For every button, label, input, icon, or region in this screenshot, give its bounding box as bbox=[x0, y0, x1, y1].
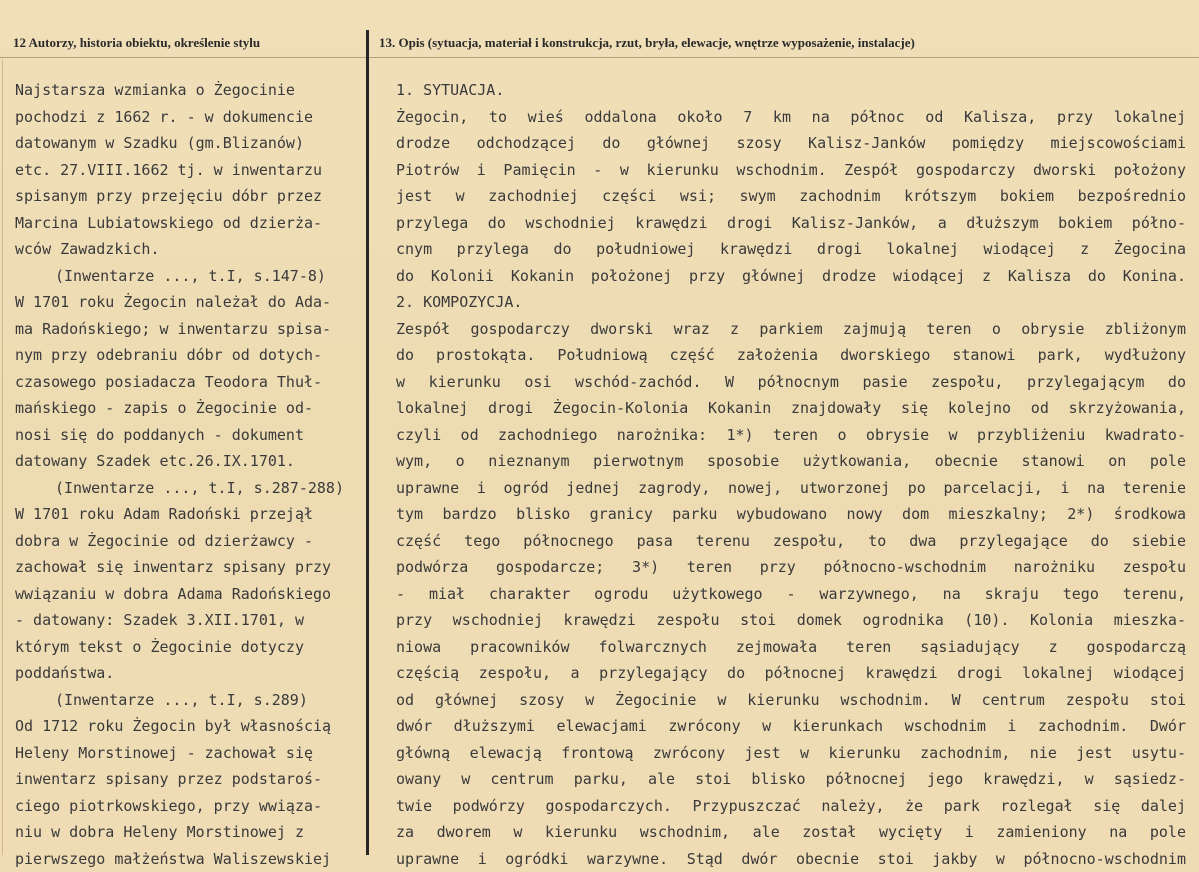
left-column-line: W 1701 roku Adam Radoński przejął bbox=[15, 501, 363, 528]
left-column-line: wców Zawadzkich. bbox=[15, 236, 363, 263]
left-column-line: nosi się do poddanych - dokument bbox=[15, 422, 363, 449]
left-column-line: datowanym w Szadku (gm.Blizanów) bbox=[15, 130, 363, 157]
left-column-line: dobra w Żegocinie od dzierżawcy - bbox=[15, 528, 363, 555]
left-column-line: - datowany: Szadek 3.XII.1701, w bbox=[15, 607, 363, 634]
left-column-line: (Inwentarze ..., t.I, s.287-288) bbox=[15, 475, 363, 502]
left-column-line: pochodzi z 1662 r. - w dokumencie bbox=[15, 104, 363, 131]
left-column-line: pierwszego małżeństwa Waliszewskiej bbox=[15, 846, 363, 872]
right-column-line: czyli od zachodniego narożnika: 1*) teren o obrysie w przybliżeniu kwadrato- bbox=[396, 422, 1186, 449]
right-column-line: przy wschodniej krawędzi zespołu stoi domek ogrodnika (10). Kolonia mieszka- bbox=[396, 607, 1186, 634]
right-column-line: uprawne i ogród jednej zagrody, nowej, utworzonej po parcelacji, i na terenie bbox=[396, 475, 1186, 502]
left-column-line: mańskiego - zapis o Żegocinie od- bbox=[15, 395, 363, 422]
right-column-line: lokalnej drogi Żegocin-Kolonia Kokanin znajdowały się kolejno od skrzyżowania, bbox=[396, 395, 1186, 422]
left-column-line: ma Radońskiego; w inwentarzu spisa- bbox=[15, 316, 363, 343]
left-column-line: Heleny Morstinowej - zachował się bbox=[15, 740, 363, 767]
left-column-line: (Inwentarze ..., t.I, s.147-8) bbox=[15, 263, 363, 290]
column-divider bbox=[366, 30, 369, 855]
left-column-header: 12 Autorzy, historia obiektu, określenie stylu bbox=[13, 35, 260, 51]
right-column-line: Żegocin, to wieś oddalona około 7 km na północ od Kalisza, przy lokalnej bbox=[396, 104, 1186, 131]
left-column-line: którym tekst o Żegocinie dotyczy bbox=[15, 634, 363, 661]
right-column-line: główną elewacją frontową zwrócony jest w kierunku zachodnim, nie jest usytu- bbox=[396, 740, 1186, 767]
right-column-line: twie podwórzy gospodarczych. Przypuszczać należy, że park rozlegał się dalej bbox=[396, 793, 1186, 820]
left-column-line: spisanym przy przejęciu dóbr przez bbox=[15, 183, 363, 210]
right-column-line: uprawne i ogródki warzywne. Stąd dwór obecnie stoi jakby w północno-wschodnim bbox=[396, 846, 1186, 872]
left-column-line: wwiązaniu w dobra Adama Radońskiego bbox=[15, 581, 363, 608]
left-column-line: ciego piotrkowskiego, przy wwiąza- bbox=[15, 793, 363, 820]
right-column-text bbox=[396, 77, 1186, 872]
right-column-line: niowa pracowników folwarcznych zejmowała teren sąsiadujący z gospodarczą bbox=[396, 634, 1186, 661]
right-column-line: 1. SYTUACJA. bbox=[396, 77, 1186, 104]
left-column-line: (Inwentarze ..., t.I, s.289) bbox=[15, 687, 363, 714]
right-column-line: Zespół gospodarczy dworski wraz z parkiem zajmują teren o obrysie zbliżonym bbox=[396, 316, 1186, 343]
left-column-line: czasowego posiadacza Teodora Thuł- bbox=[15, 369, 363, 396]
header-rule bbox=[0, 57, 1199, 58]
left-column-line: inwentarz spisany przez podstaroś- bbox=[15, 766, 363, 793]
left-column-line: Od 1712 roku Żegocin był własnością bbox=[15, 713, 363, 740]
left-column-line: etc. 27.VIII.1662 tj. w inwentarzu bbox=[15, 157, 363, 184]
right-column-line: częścią zespołu, a przylegający do północnej krawędzi drogi lokalnej wiodącej bbox=[396, 660, 1186, 687]
left-edge-line bbox=[2, 60, 3, 855]
left-column-line: zachował się inwentarz spisany przy bbox=[15, 554, 363, 581]
left-column-text bbox=[15, 77, 363, 872]
right-column-line: dwór dłuższymi elewacjami zwrócony w kierunkach wschodnim i zachodnim. Dwór bbox=[396, 713, 1186, 740]
left-column-line: nym przy odebraniu dóbr od dotych- bbox=[15, 342, 363, 369]
right-column-line: drodze odchodzącej do głównej szosy Kalisz-Janków pomiędzy miejscowościami bbox=[396, 130, 1186, 157]
right-column-line: do prostokąta. Południową część założenia dworskiego stanowi park, wydłużony bbox=[396, 342, 1186, 369]
left-column-line: poddaństwa. bbox=[15, 660, 363, 687]
right-column-line: tym bardzo blisko granicy parku wybudowano nowy dom mieszkalny; 2*) środkowa bbox=[396, 501, 1186, 528]
right-column-line: za dworem w kierunku wschodnim, ale został wycięty i zamieniony na pole bbox=[396, 819, 1186, 846]
right-column-header: 13. Opis (sytuacja, materiał i konstrukcja, rzut, bryła, elewacje, wnętrze wyposażenie, instalacje) bbox=[379, 35, 915, 51]
right-column-line: - miał charakter ogrodu użytkowego - warzywnego, na skraju tego terenu, bbox=[396, 581, 1186, 608]
left-column-line: datowany Szadek etc.26.IX.1701. bbox=[15, 448, 363, 475]
left-column-line: niu w dobra Heleny Morstinowej z bbox=[15, 819, 363, 846]
left-column-line: Najstarsza wzmianka o Żegocinie bbox=[15, 77, 363, 104]
right-column-line: cnym przylega do południowej krawędzi drogi lokalnej wiodącej z Żegocina bbox=[396, 236, 1186, 263]
right-column-line: od głównej szosy w Żegocinie w kierunku wschodnim. W centrum zespołu stoi bbox=[396, 687, 1186, 714]
left-column-line: W 1701 roku Żegocin należał do Ada- bbox=[15, 289, 363, 316]
right-column-line: wym, o nieznanym pierwotnym sposobie użytkowania, obecnie stanowi on pole bbox=[396, 448, 1186, 475]
right-column-line: do Kolonii Kokanin położonej przy głównej drodze wiodącej z Kalisza do Konina. bbox=[396, 263, 1186, 290]
right-column-line: jest w zachodniej części wsi; swym zachodnim krótszym bokiem bezpośrednio bbox=[396, 183, 1186, 210]
right-column-line: Piotrów i Pamięcin - w kierunku wschodnim. Zespół gospodarczy dworski położony bbox=[396, 157, 1186, 184]
left-column-line: Marcina Lubiatowskiego od dzierża- bbox=[15, 210, 363, 237]
right-column-line: podwórza gospodarcze; 3*) teren przy północno-wschodnim narożniku zespołu bbox=[396, 554, 1186, 581]
right-column-line: w kierunku osi wschód-zachód. W północnym pasie zespołu, przylegającym do bbox=[396, 369, 1186, 396]
right-column-line: przylega do wschodniej krawędzi drogi Kalisz-Janków, a dłuższym bokiem półno- bbox=[396, 210, 1186, 237]
right-column-line: 2. KOMPOZYCJA. bbox=[396, 289, 1186, 316]
right-column-line: owany w centrum parku, ale stoi blisko północnej jego krawędzi, w sąsiedz- bbox=[396, 766, 1186, 793]
right-column-line: część tego północnego pasa terenu zespołu, to dwa przylegające do siebie bbox=[396, 528, 1186, 555]
